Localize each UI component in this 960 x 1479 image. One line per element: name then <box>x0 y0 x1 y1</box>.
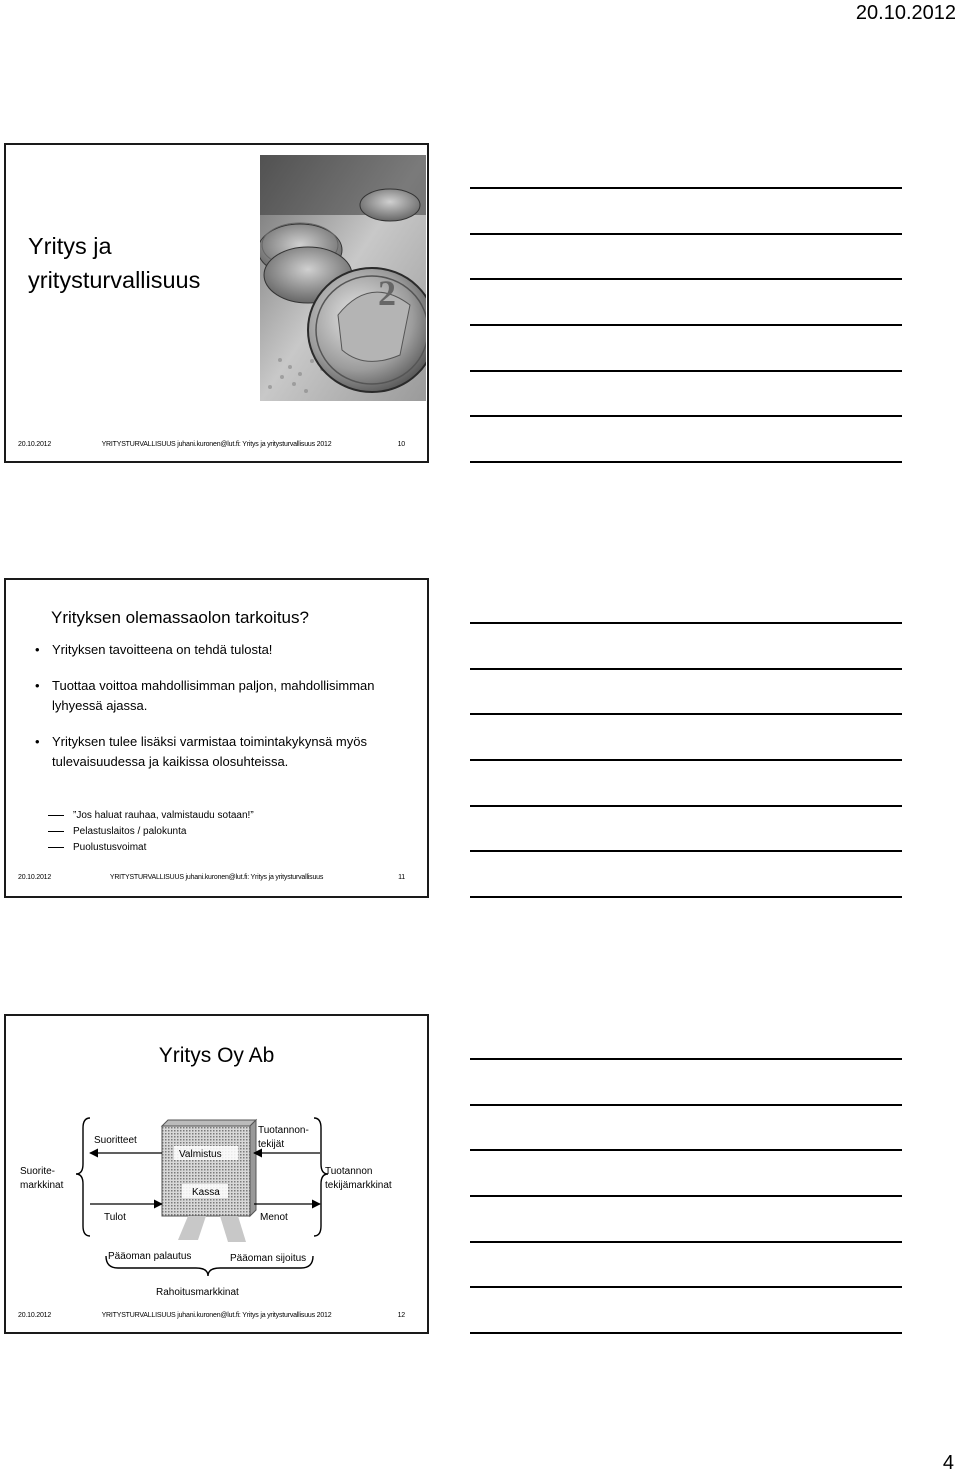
bullet-icon: • <box>35 678 40 693</box>
coins-photo <box>260 155 426 401</box>
note-line <box>470 1241 902 1243</box>
label-tulot: Tulot <box>104 1212 126 1223</box>
label-suoritemarkkinat-1: Suorite- <box>20 1166 56 1177</box>
sub-item-text: Pelastuslaitos / palokunta <box>73 826 187 837</box>
capital-flow-shadow <box>178 1216 206 1240</box>
footer-date: 20.10.2012 <box>18 1312 52 1319</box>
footer-slide-number: 10 <box>397 441 405 448</box>
left-brace <box>76 1118 90 1236</box>
slide-title <box>28 229 200 297</box>
label-menot: Menot <box>260 1212 288 1223</box>
label-paaoman-palautus: Pääoman palautus <box>108 1251 192 1262</box>
footer-slide-number: 11 <box>398 874 405 881</box>
label-suoritteet: Suoritteet <box>94 1135 137 1146</box>
slide-footer <box>6 874 427 884</box>
label-tuotannon-markkinat-1: Tuotannon <box>325 1166 373 1177</box>
label-tuotannontekijat-2: tekijät <box>258 1139 285 1150</box>
bullet-icon: • <box>35 734 40 749</box>
bullet-text: Tuottaa voittoa mahdollisimman paljon, mahdollisimman lyhyessä ajassa. <box>52 678 375 713</box>
footer-text: YRITYSTURVALLISUUS juhani.kuronen@lut.fi: Yritys ja yritysturvallisuus 2012 <box>101 441 332 448</box>
svg-text:2: 2 <box>378 273 396 313</box>
bullet-item <box>32 676 412 716</box>
label-paaoman-sijoitus: Pääoman sijoitus <box>230 1253 307 1264</box>
bullet-text: Yrityksen tavoitteena on tehdä tulosta! <box>52 642 273 657</box>
sub-item-text: Puolustusvoimat <box>73 842 147 853</box>
sub-item <box>48 824 254 840</box>
slide-10 <box>4 143 429 463</box>
slide-footer <box>6 441 427 451</box>
slide-title: Yrityksen olemassaolon tarkoitus? <box>51 608 309 627</box>
note-line <box>470 850 902 852</box>
note-line <box>470 370 902 372</box>
dash-icon <box>48 847 64 848</box>
note-line <box>470 896 902 898</box>
page-date: 20.10.2012 <box>855 2 956 24</box>
label-rahoitusmarkkinat: Rahoitusmarkkinat <box>156 1287 239 1298</box>
note-line <box>470 415 902 417</box>
note-line <box>470 1058 902 1060</box>
footer-text: YRITYSTURVALLISUUS juhani.kuronen@lut.fi: Yritys ja yritysturvallisuus <box>109 874 324 881</box>
page-number: 4 <box>942 1452 954 1474</box>
slide-title-line-2: yritysturvallisuus <box>28 267 201 293</box>
label-valmistus: Valmistus <box>179 1149 222 1160</box>
footer-date: 20.10.2012 <box>18 874 52 881</box>
label-kassa: Kassa <box>192 1187 220 1198</box>
note-line <box>470 278 902 280</box>
slide-12 <box>4 1014 429 1334</box>
company-box <box>162 1120 256 1216</box>
bullet-list <box>32 640 412 788</box>
bullet-item <box>32 732 412 772</box>
label-tuotannon-markkinat-2: tekijämarkkinat <box>325 1180 392 1191</box>
capital-flow-shadow <box>220 1216 246 1242</box>
note-line <box>470 759 902 761</box>
sub-item-text: ”Jos haluat rauhaa, valmistaudu sotaan!” <box>73 810 254 821</box>
slide-title-line-1: Yritys ja <box>28 233 112 259</box>
sub-item-list <box>48 808 254 856</box>
note-line <box>470 1104 902 1106</box>
note-line <box>470 668 902 670</box>
dash-icon <box>48 815 64 816</box>
label-suoritemarkkinat-2: markkinat <box>20 1180 64 1191</box>
note-line <box>470 461 902 463</box>
footer-slide-number: 12 <box>397 1312 405 1319</box>
bullet-text: Yrityksen tulee lisäksi varmistaa toimintakykynsä myös tulevaisuudessa ja kaikissa olosuhteissa. <box>52 734 367 769</box>
footer-date: 20.10.2012 <box>18 441 52 448</box>
footer-text: YRITYSTURVALLISUUS juhani.kuronen@lut.fi: Yritys ja yritysturvallisuus 2012 <box>101 1312 332 1319</box>
note-line <box>470 713 902 715</box>
note-line <box>470 622 902 624</box>
slide-title: Yritys Oy Ab <box>158 1044 275 1067</box>
slide-footer <box>6 1312 427 1322</box>
note-line <box>470 1149 902 1151</box>
slide-11 <box>4 578 429 898</box>
note-line <box>470 187 902 189</box>
bullet-icon: • <box>35 642 40 657</box>
note-line <box>470 1195 902 1197</box>
note-line <box>470 324 902 326</box>
dash-icon <box>48 831 64 832</box>
note-line <box>470 805 902 807</box>
note-line <box>470 1286 902 1288</box>
note-line <box>470 233 902 235</box>
sub-item <box>48 840 254 856</box>
sub-item <box>48 808 254 824</box>
bullet-item <box>32 640 412 660</box>
note-line <box>470 1332 902 1334</box>
label-tuotannontekijat-1: Tuotannon- <box>258 1125 309 1136</box>
